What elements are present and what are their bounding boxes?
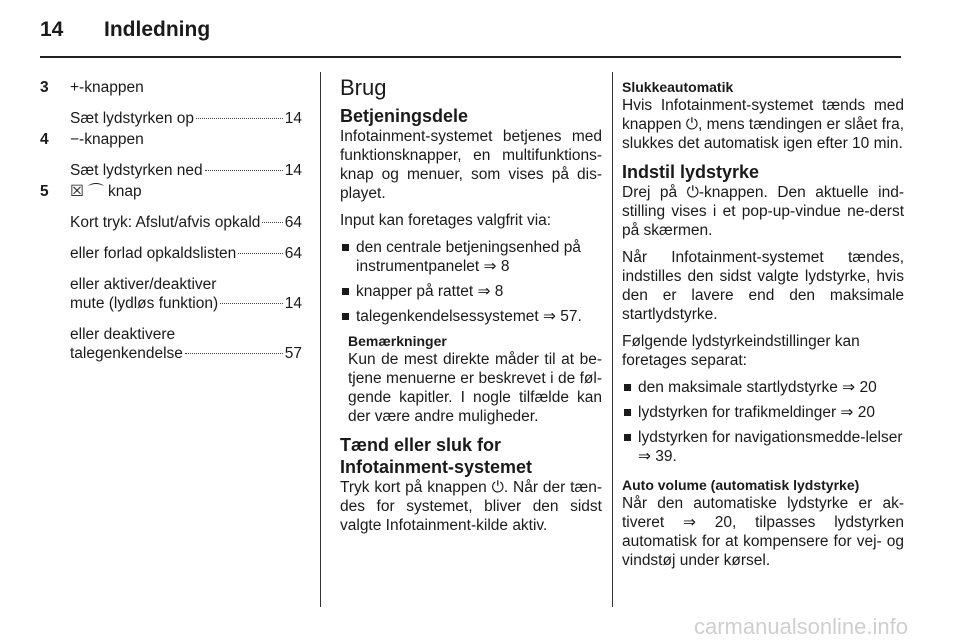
item-head: 5 ☒ ⌒ knap bbox=[40, 183, 142, 200]
list-item: den maksimale startlydstyrke ⇒ 20 bbox=[622, 378, 904, 397]
item-head: 3 +-knappen bbox=[40, 79, 144, 96]
column-divider-1 bbox=[320, 72, 321, 607]
left-column bbox=[40, 78, 302, 363]
item-head: 4 −-knappen bbox=[40, 131, 144, 148]
middle-column bbox=[340, 75, 602, 543]
paragraph: Tryk kort på knappen ⏻. Når der tæn-des for systemet, bliver den sidst valgte Infotainment-kilde aktiv. bbox=[340, 479, 602, 534]
paragraph: Når Infotainment-systemet tændes, indstilles den sidst valgte lydstyrke, hvis den er lavere end den maksimale startlydstyrke. bbox=[622, 249, 904, 323]
list-item: lydstyrken for trafikmeldinger ⇒ 20 bbox=[622, 403, 904, 422]
header-rule bbox=[40, 56, 901, 58]
toc-entry: Sæt lydstyrken op 14 bbox=[70, 110, 302, 127]
subsection-heading: Slukkeautomatik bbox=[622, 79, 734, 95]
list-item: den centrale betjeningsenhed på instrumentpanelet ⇒ 8 bbox=[340, 238, 602, 276]
list-item: knapper på rattet ⇒ 8 bbox=[340, 282, 602, 301]
subsection-heading: Auto volume (automatisk lydstyrke) bbox=[622, 477, 860, 493]
page-header bbox=[40, 18, 210, 42]
paragraph: Input kan foretages valgfrit via: bbox=[340, 212, 552, 229]
section-heading: Brug bbox=[340, 75, 387, 100]
toc-entry: eller forlad opkaldslisten 64 bbox=[70, 245, 302, 262]
page-number: 14 bbox=[40, 18, 64, 41]
toc-entry: eller deaktivere talegenkendelse 57 bbox=[70, 326, 302, 362]
column-divider-2 bbox=[612, 72, 613, 607]
subsection-heading: Tænd eller sluk for Infotainment-systemet bbox=[340, 435, 533, 477]
toc-entry: Sæt lydstyrken ned 14 bbox=[70, 162, 302, 179]
subsection-heading: Betjeningsdele bbox=[340, 106, 469, 126]
note-box bbox=[340, 332, 602, 426]
right-column bbox=[622, 78, 904, 578]
toc-entry: eller aktiver/deaktiver mute (lydløs funktion) 14 bbox=[70, 276, 302, 312]
subsection-heading: Indstil lydstyrke bbox=[622, 162, 760, 182]
watermark: carmanualsonline.info bbox=[693, 614, 908, 639]
paragraph: Drej på ⏻-knappen. Den aktuelle ind-stilling vises i et pop-up-vindue ne-derst på skærmen. bbox=[622, 184, 904, 239]
paragraph: Hvis Infotainment-systemet tænds med knappen ⏻, mens tændingen er slået fra, slukkes det automatisk igen efter 10 min. bbox=[622, 97, 904, 152]
toc-entry: Kort tryk: Afslut/afvis opkald 64 bbox=[70, 214, 302, 231]
paragraph: Infotainment-systemet betjenes med funktionsknapper, en multifunktions-knap og menuer, som vises på dis-playet. bbox=[340, 128, 602, 202]
list-item: talegenkendelsessystemet ⇒ 57. bbox=[340, 307, 602, 326]
page-title: Indledning bbox=[104, 18, 211, 41]
list-item: lydstyrken for navigationsmedde-lelser ⇒ 39. bbox=[622, 428, 904, 466]
paragraph: Når den automatiske lydstyrke er ak-tiveret ⇒ 20, tilpasses lydstyrken automatisk for at kompensere for vej- og vindstøj under kørsel. bbox=[622, 495, 904, 569]
note-text: Kun de mest direkte måder til at be-tjene menuerne er beskrevet i de føl-gende kapitler. I nogle tilfælde kan der være andre muligheder. bbox=[348, 351, 602, 425]
bullet-list bbox=[340, 238, 602, 326]
note-title: Bemærkninger bbox=[348, 333, 447, 349]
bullet-list bbox=[622, 378, 904, 466]
paragraph: Følgende lydstyrkeindstillinger kan foretages separat: bbox=[622, 333, 860, 369]
